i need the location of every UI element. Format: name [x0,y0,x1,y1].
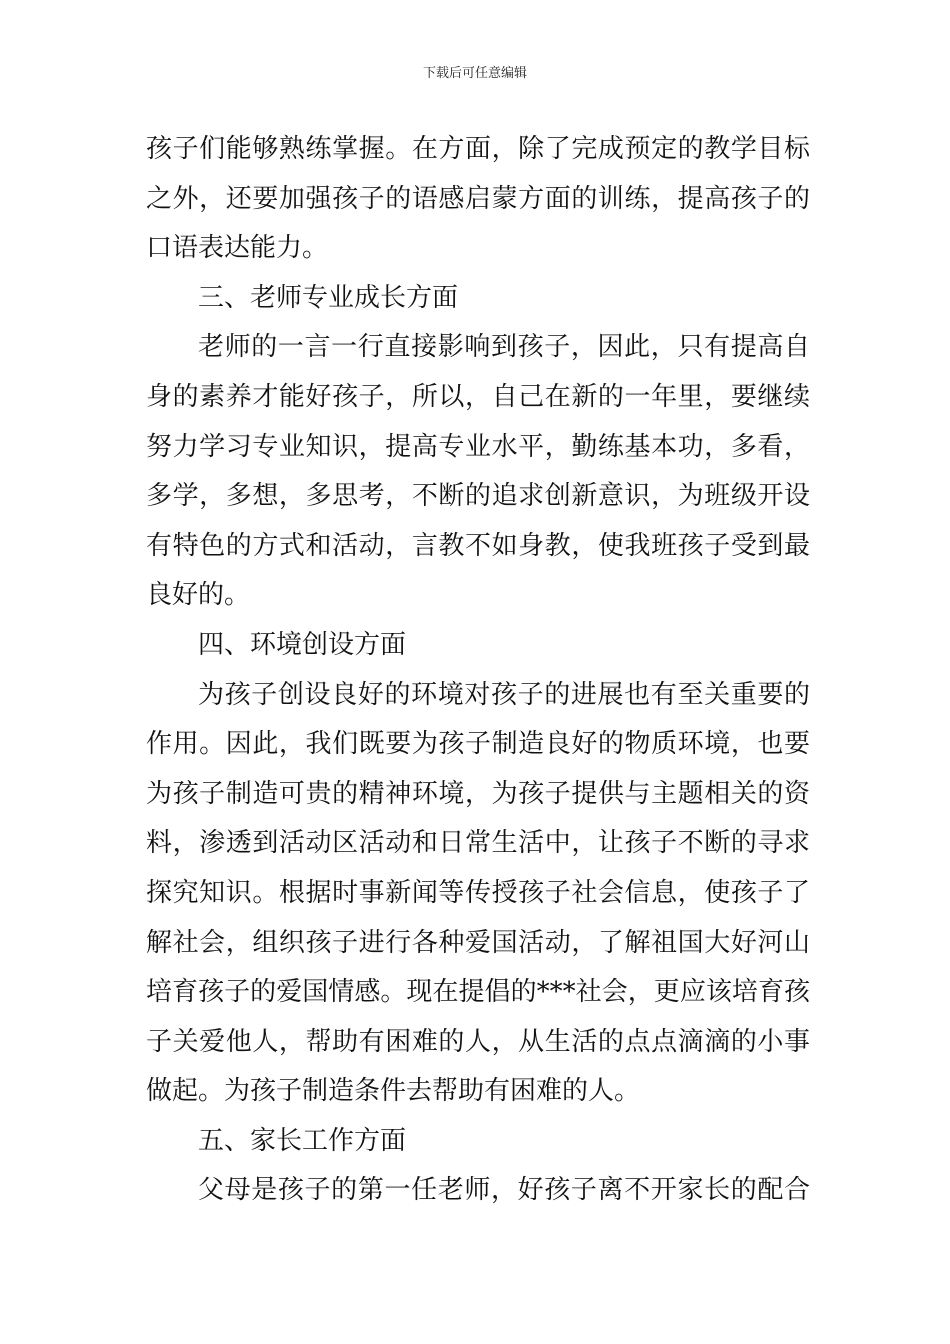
body-line: 多学，多想，多思考，不断的追求创新意识，为班级开设 [146,481,810,512]
body-line: 为孩子制造可贵的精神环境，为孩子提供与主题相关的资 [146,778,810,809]
body-line: 作用。因此，我们既要为孩子制造良好的物质环境，也要 [146,729,810,760]
body-line: 老师的一言一行直接影响到孩子，因此，只有提高自 [198,332,810,363]
document-body [146,125,810,1216]
body-line: 解社会，组织孩子进行各种爱国活动，了解祖国大好河山 [146,927,810,958]
body-line: 料，渗透到活动区活动和日常生活中，让孩子不断的寻求 [146,828,810,859]
body-line: 身的素养才能好孩子，所以，自己在新的一年里，要继续 [146,381,810,412]
body-line: 有特色的方式和活动，言教不如身教，使我班孩子受到最 [146,530,810,561]
body-line: 父母是孩子的第一任老师，好孩子离不开家长的配合 [198,1175,810,1206]
section-heading: 四、环境创设方面 [198,629,407,660]
section-heading: 五、家长工作方面 [198,1125,407,1156]
body-line: 做起。为孩子制造条件去帮助有困难的人。 [146,1076,641,1107]
body-line: 之外，还要加强孩子的语感启蒙方面的训练，提高孩子的 [146,183,810,214]
body-line: 口语表达能力。 [146,233,329,264]
body-line: 探究知识。根据时事新闻等传授孩子社会信息，使孩子了 [146,877,810,908]
page-header: 下载后可任意编辑 [422,66,527,81]
body-line: 子关爱他人，帮助有困难的人，从生活的点点滴滴的小事 [146,1026,810,1057]
body-line: 培育孩子的爱国情感。现在提倡的***社会，更应该培育孩 [146,977,810,1008]
body-line: 孩子们能够熟练掌握。在方面，除了完成预定的教学目标 [146,134,810,164]
body-line: 为孩子创设良好的环境对孩子的进展也有至关重要的 [198,679,810,710]
section-heading: 三、老师专业成长方面 [198,282,459,313]
body-line: 良好的。 [146,580,251,611]
body-line: 努力学习专业知识，提高专业水平，勤练基本功，多看， [146,431,810,462]
